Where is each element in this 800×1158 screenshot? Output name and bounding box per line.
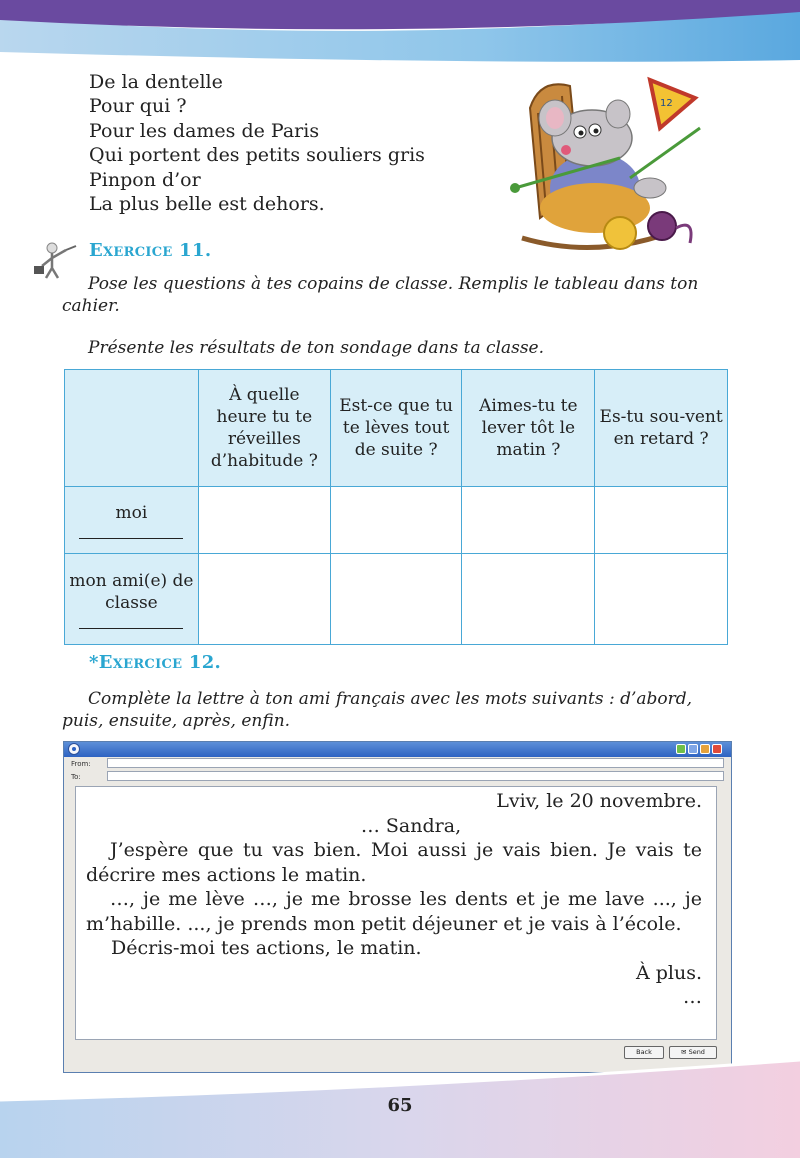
from-row — [64, 757, 731, 770]
back-button[interactable]: Back — [624, 1046, 664, 1059]
table-row — [65, 554, 728, 645]
svg-text:12: 12 — [660, 98, 673, 109]
poem — [89, 70, 425, 216]
page-number: 65 — [387, 1095, 413, 1116]
maximize-icon[interactable] — [700, 744, 710, 754]
app-icon — [68, 743, 80, 755]
poem-line: La plus belle est dehors. — [89, 193, 325, 216]
to-row — [64, 770, 731, 783]
exercise-12-title: *Exercice 12. — [89, 652, 222, 673]
closing: À plus. — [635, 961, 702, 984]
exercise-11-title: Exercice 11. — [89, 240, 212, 261]
table-header-cell: À quelle heure tu te réveilles d’habitude ? — [198, 370, 330, 487]
poem-line: Pinpon d’or — [89, 168, 201, 191]
to-field[interactable] — [107, 771, 724, 781]
send-label: Send — [688, 1048, 705, 1056]
table-cell — [462, 554, 595, 645]
table-cell — [595, 487, 728, 554]
to-label: To: — [71, 773, 81, 781]
table-cell — [198, 554, 330, 645]
email-window — [63, 741, 732, 1073]
help-icon[interactable] — [676, 744, 686, 754]
table-row — [65, 487, 728, 554]
answer-blank-line — [79, 620, 183, 629]
greeting: … Sandra, — [360, 814, 462, 837]
letter-paragraph: J’espère que tu vas bien. Moi aussi je vais bien. Je vais te décrire mes actions le matin. — [86, 839, 702, 886]
table-cell — [462, 487, 595, 554]
window-titlebar — [64, 742, 731, 757]
answer-blank-line — [79, 530, 183, 539]
poem-line: Pour qui ? — [89, 95, 187, 118]
poem-line: De la dentelle — [89, 71, 223, 93]
exercise-11-instruction-2: Présente les résultats de ton sondage dans ta classe. — [88, 338, 545, 358]
from-field[interactable] — [107, 758, 724, 768]
minimize-icon[interactable] — [688, 744, 698, 754]
send-button[interactable] — [669, 1046, 717, 1059]
send-icon: ✉ — [681, 1048, 689, 1056]
poem-line: Qui portent des petits souliers gris — [89, 144, 425, 167]
top-decorative-band — [0, 0, 800, 70]
mouse-rocking-chair-illustration — [500, 68, 710, 258]
poem-line: Pour les dames de Paris — [89, 119, 320, 142]
from-label: From: — [71, 760, 91, 768]
letter-paragraph: Décris-moi tes actions, le matin. — [111, 937, 422, 959]
row-label: mon ami(e) de classe — [69, 570, 194, 613]
table-cell — [330, 487, 462, 554]
table-header-cell: Aimes-tu te lever tôt le matin ? — [462, 370, 595, 487]
table-cell — [595, 554, 728, 645]
message-body[interactable] — [75, 786, 717, 1040]
survey-table — [64, 369, 728, 645]
close-icon[interactable] — [712, 744, 722, 754]
table-header-row — [65, 370, 728, 487]
row-label-cell — [65, 487, 199, 554]
letter-paragraph: …, je me lève …, je me brosse les dents et je me lave ..., je m’habille. ..., je prends mon petit déjeuner et je vais à l’école. — [86, 888, 702, 935]
exercise-11-instruction: Pose les questions à tes copains de classe. Remplis le tableau dans ton cahier. — [62, 274, 699, 316]
signature: … — [683, 986, 702, 1008]
row-label-cell — [65, 554, 199, 645]
table-cell — [198, 487, 330, 554]
row-label: moi — [115, 502, 148, 523]
table-header-cell: Est-ce que tu te lèves tout de suite ? — [330, 370, 462, 487]
exercise-12-instruction: Complète la lettre à ton ami français avec les mots suivants : d’abord, puis, ensuite, après, enfin. — [62, 689, 693, 731]
table-header-cell — [65, 370, 199, 487]
date-line: Lviv, le 20 novembre. — [496, 790, 702, 812]
table-header-cell: Es-tu sou-vent en retard ? — [595, 370, 728, 487]
table-cell — [330, 554, 462, 645]
